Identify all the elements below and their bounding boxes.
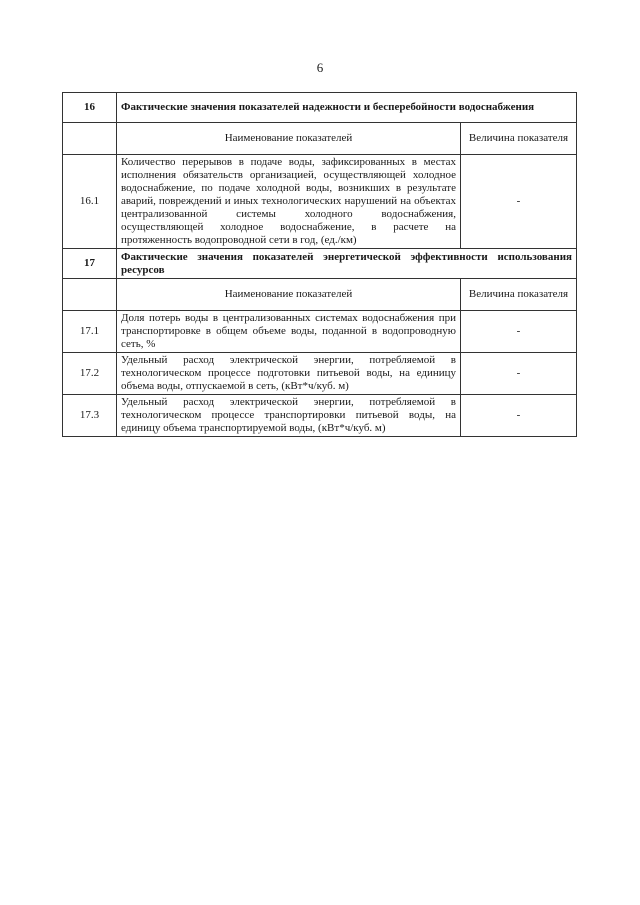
row-description: Удельный расход электрической энергии, потребляемой в технологическом процессе транспортировки питьевой воды, на единицу объема транспортируемой воды, (кВт*ч/куб. м) [117,395,461,437]
row-value: - [461,155,577,249]
section-header-row [63,93,577,123]
empty-cell [63,279,117,311]
column-header-row [63,279,577,311]
row-description: Количество перерывов в подаче воды, зафиксированных в местах исполнения обязательств организацией, осуществляющей холодное водоснабжение, по подаче холодной воды, возникших в результате аварий, повреждений и иных технологических нарушений на объектах централизованной системы холодного водоснабжения, осуществляющей холодное водоснабжение, в расчете на протяженность водопроводной сети в год, (ед./км) [117,155,461,249]
empty-cell [63,123,117,155]
column-header-name: Наименование показателей [117,279,461,311]
row-value: - [461,395,577,437]
table-row [63,395,577,437]
table-row [63,353,577,395]
table-row [63,311,577,353]
row-value: - [461,311,577,353]
section-title: Фактические значения показателей надежности и бесперебойности водоснабжения [117,93,577,123]
column-header-name: Наименование показателей [117,123,461,155]
section-title: Фактические значения показателей энергетической эффективности использования ресурсов [117,249,577,279]
row-number: 17.3 [63,395,117,437]
row-description: Доля потерь воды в централизованных системах водоснабжения при транспортировке в общем объеме воды, поданной в водопроводную сеть, % [117,311,461,353]
section-number: 17 [63,249,117,279]
column-header-value: Величина показателя [461,123,577,155]
table-row [63,155,577,249]
row-number: 17.2 [63,353,117,395]
section-number: 16 [63,93,117,123]
row-description: Удельный расход электрической энергии, потребляемой в технологическом процессе подготовки питьевой воды, на единицу объема воды, отпускаемой в сеть, (кВт*ч/куб. м) [117,353,461,395]
section-header-row [63,249,577,279]
column-header-row [63,123,577,155]
row-number: 17.1 [63,311,117,353]
row-number: 16.1 [63,155,117,249]
column-header-value: Величина показателя [461,279,577,311]
indicators-table [62,92,577,437]
row-value: - [461,353,577,395]
page-number: 6 [316,60,324,75]
